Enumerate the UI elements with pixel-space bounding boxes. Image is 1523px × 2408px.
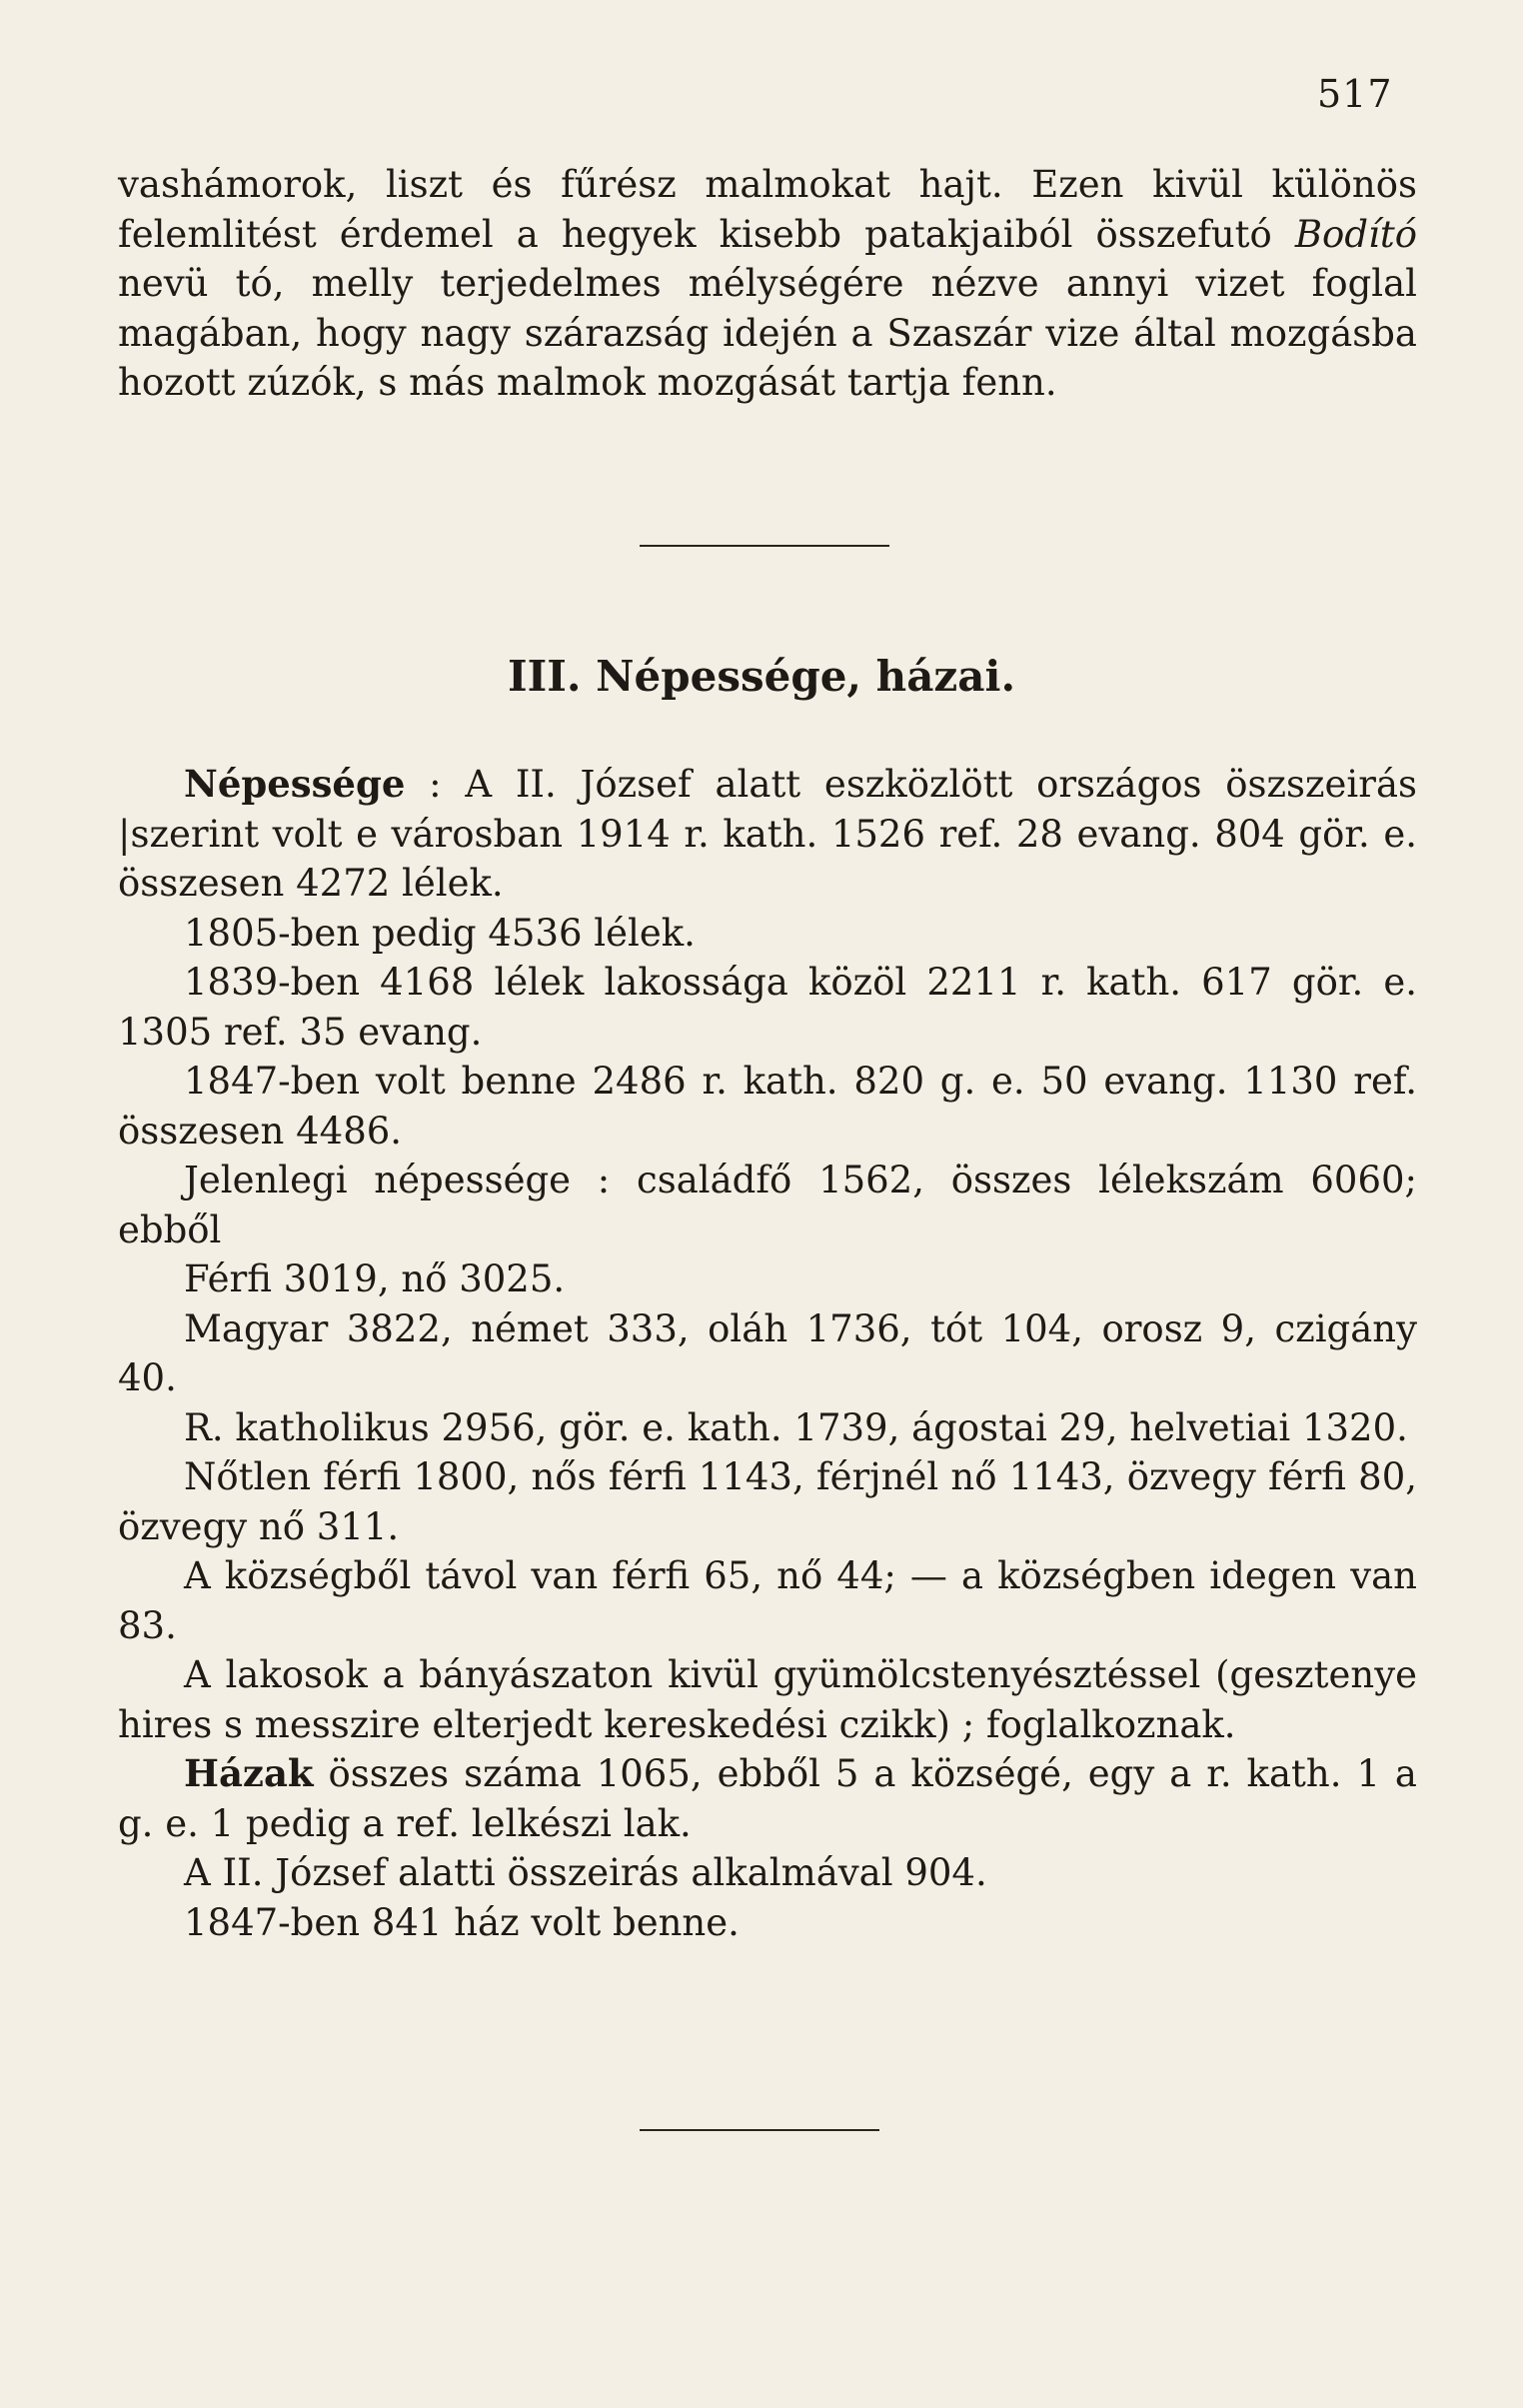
nepessege-label: Népessége <box>184 762 406 806</box>
paragraph-ii-jozsef: A II. József alatti összeirás alkalmával 904. <box>184 1851 987 1894</box>
paragraph-nepessege <box>118 760 1417 909</box>
page-number: 517 <box>1317 72 1393 116</box>
nepessege-text: : A II. József alatt eszközlött országos öszszeirás |szerint volt e városban 1914 r. kath. 1526 ref. 28 evang. 804 gör. e. összesen 4272 lélek. <box>118 763 1417 905</box>
paragraph-lakosok: A lakosok a bányászaton kivül gyümölcstenyésztéssel (gesztenye hires s messzire elterjedt kereskedési czikk) ; foglalkoznak. <box>118 1653 1417 1746</box>
intro-text-b: nevü tó, melly terjedelmes mélységére nézve annyi vizet foglal magában, hogy nagy szárazság idején a Szaszár vize által mozgásba hozott zúzók, s más malmok mozgását tartja fenn. <box>118 262 1417 404</box>
paragraph-1839: 1839-ben 4168 lélek lakossága közöl 2211 r. kath. 617 gör. e. 1305 ref. 35 evang. <box>118 961 1417 1054</box>
paragraph-1847: 1847-ben volt benne 2486 r. kath. 820 g. e. 50 evang. 1130 ref. összesen 4486. <box>118 1060 1417 1153</box>
intro-paragraph <box>118 160 1417 408</box>
section-divider-bottom <box>640 2129 879 2131</box>
intro-text-block <box>118 160 1417 408</box>
paragraph-ferfi: Férfi 3019, nő 3025. <box>184 1257 566 1300</box>
hazak-label: Házak <box>184 1751 314 1795</box>
paragraph-1847-haz: 1847-ben 841 ház volt benne. <box>184 1900 740 1944</box>
paragraph-tavol: A községből távol van férfi 65, nő 44; — a községben idegen van 83. <box>118 1554 1417 1647</box>
body-text-block <box>118 760 1417 1947</box>
paragraph-hazak <box>118 1749 1417 1848</box>
paragraph-notlen: Nőtlen férfi 1800, nős férfi 1143, férjnél nő 1143, özvegy férfi 80, özvegy nő 311. <box>118 1455 1417 1548</box>
section-divider-top <box>640 545 889 547</box>
paragraph-jelenlegi: Jelenlegi népessége : családfő 1562, összes lélekszám 6060; ebből <box>118 1159 1417 1251</box>
lake-name: Bodító <box>1294 212 1417 256</box>
paragraph-magyar: Magyar 3822, német 333, oláh 1736, tót 104, orosz 9, czigány 40. <box>118 1306 1417 1399</box>
intro-text-a: vashámorok, liszt és fűrész malmokat hajt. Ezen kivül különös felemlitést érdemel a hegyek kisebb patakjaiból összefutó <box>118 163 1417 256</box>
hazak-text: összes száma 1065, ebből 5 a községé, egy a r. kath. 1 a g. e. 1 pedig a ref. lelkészi lak. <box>118 1752 1417 1845</box>
paragraph-1805: 1805-ben pedig 4536 lélek. <box>184 911 696 955</box>
section-heading: III. Népessége, házai. <box>507 652 1016 701</box>
paragraph-katholikus: R. katholikus 2956, gör. e. kath. 1739, ágostai 29, helvetiai 1320. <box>184 1405 1408 1449</box>
